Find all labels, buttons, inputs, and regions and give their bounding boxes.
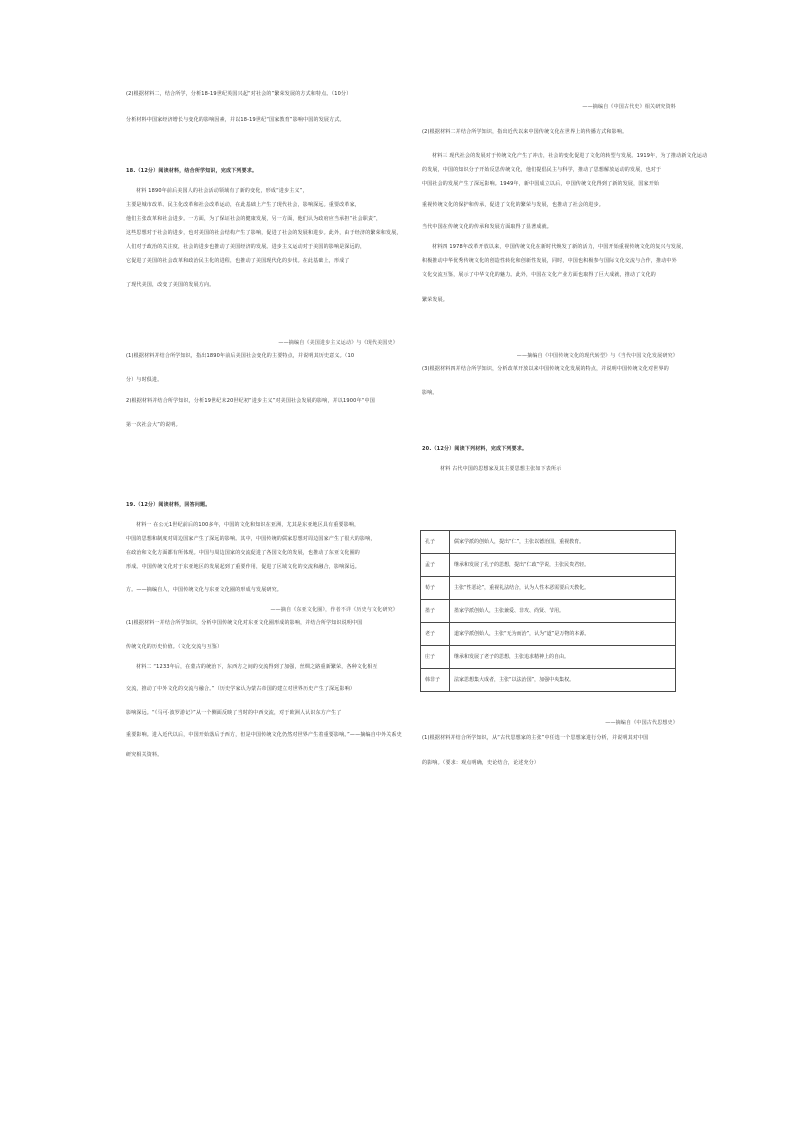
table-cell-idea: 墨家学派创始人，主张兼爱、非攻、尚贤、节用。 [450, 600, 676, 623]
q19-material2-line: 重要影响。进入近代以后，中国开始落后于西方，但是中国传统文化仍然对世界产生着重要影响。”——摘编自中外关系史 [126, 732, 402, 738]
right-material4-line: 繁荣发展。 [422, 297, 449, 303]
question-intro-line-1: (2)根据材料二，结合所学，分析18-19世纪英国兴起“对社会的”繁荣发展的方式和特点。（10分） [126, 91, 352, 97]
table-row [421, 531, 676, 554]
table-row [421, 554, 676, 577]
q19-material2-line: 影响深远。“《马可·波罗游记》”从一个侧面反映了当时的中西交流，对于欧洲人认识东方产生了 [126, 710, 342, 716]
q18-paragraph-line: 它促进了美国的社会改革和政治民主化的进程，也推动了美国现代化的步伐。在此基础上，形成了 [126, 258, 350, 264]
q19-paragraph-line: 在政治和文化方面都有所体现。中国与周边国家的交流促进了各国文化的发展，也推动了东亚文化圈的 [126, 550, 361, 556]
right-material3-line: 中国社会的发展产生了深远影响。1949年，新中国成立以后，中国传统文化得到了新的发展，国家开始 [422, 181, 660, 187]
q19-material2-line: 材料二 “1233年后，在蒙古的统治下，东西方之间的交流得到了加强，丝绸之路重新繁荣，各种文化相互 [136, 664, 378, 670]
question-intro-line-2: 分析材料中国家经济增长与变化的影响因素，并以18-19世纪“国家教育”影响中国的发展方式。 [126, 117, 345, 123]
right-sub3-line-2: 影响。 [422, 390, 438, 396]
right-material4-line: 文化交流互鉴，展示了中华文化的魅力。此外，中国在文化产业方面也取得了巨大成就，推动了文化的 [422, 272, 657, 278]
q19-material2-line: 研究相关资料。 [126, 752, 163, 758]
table-cell-idea: 主张“性恶论”，重视礼法结合，认为人性本恶需要后天教化。 [450, 577, 676, 600]
table-cell-idea: 继承和发展了老子的思想，主张追求精神上的自由。 [450, 646, 676, 669]
thinkers-table [420, 530, 676, 692]
q18-source: ——摘编自《美国进步主义运动》与《现代美国史》 [278, 340, 398, 346]
table-cell-idea: 法家思想集大成者，主张“以法治国”，加强中央集权。 [450, 669, 676, 692]
table-cell-thinker: 庄子 [421, 646, 450, 669]
right-sub2-header: (2)根据材料二并结合所学知识，指出近代以来中国传统文化在世界上的传播方式和影响。 [422, 129, 628, 135]
right-top-source: ——摘编自《中国古代史》相关研究资料 [582, 104, 676, 110]
right-material4-line: 积极推动中华优秀传统文化的创造性转化和创新性发展，同时，中国也积极参与国际文化交流与合作，推动中外 [422, 258, 677, 264]
q19-paragraph-line: 形成。中国传统文化对于东亚地区的发展起到了重要作用，促进了区域文化的交流和融合，影响深远。 [126, 564, 361, 570]
question-18-header: 18.（12分）阅读材料，结合所学知识，完成下列要求。 [126, 168, 258, 174]
question-20-header: 20.（12分）阅读下列材料，完成下列要求。 [422, 446, 528, 452]
q19-paragraph-line: 方。——摘编自人，中国传统文化与东亚文化圈的形成与发展研究。 [126, 587, 283, 593]
table-cell-thinker: 老子 [421, 623, 450, 646]
table-row [421, 646, 676, 669]
right-material3-line: 材料三 现代社会的发展对于传统文化产生了冲击，社会的变化促进了文化的转型与发展。1919年，为了推动新文化运动 [432, 153, 708, 159]
q18-paragraph-line: 材料 1890年前后美国人的社会活动领域有了新的变化，形成“进步主义”， [136, 188, 308, 194]
right-material4-line: 材料四 1978年改革开放以来，中国传统文化在新时代焕发了新的活力，中国开始重视传统文化的复兴与发展， [432, 244, 687, 250]
question-20-note: 材料 古代中国的思想家及其主要思想主张如下表所示 [440, 466, 562, 472]
q18-sub1-line-2: 分）与时俱进。 [126, 377, 163, 383]
q18-paragraph-line: 主要是城市改革、民主化改革和社会改革运动，在此基础上产生了现代社会，影响深远。重要改革家， [126, 202, 361, 208]
question-19-header: 19.（12分）阅读材料，回答问题。 [126, 502, 211, 508]
table-cell-idea: 道家学派创始人，主张“无为而治”，认为“道”是万物的本源。 [450, 623, 676, 646]
right-material4-source: ——摘编自《中国传统文化的现代转型》与《当代中国文化发展研究》 [516, 353, 678, 359]
table-row [421, 669, 676, 692]
table-cell-thinker: 荀子 [421, 577, 450, 600]
q19-source: ——摘自《东亚文化圈》，作者不详《历史与文化研究》 [270, 607, 398, 613]
table-row [421, 577, 676, 600]
right-material3-line: 的发展，中国的知识分子开始反思传统文化，他们提倡民主与科学，推动了思想解放运动的发展，也对于 [422, 167, 662, 173]
q19-paragraph-line: 材料一 在公元1世纪前后的100多年，中国的文化和知识在亚洲，尤其是东亚地区具有重要影响， [136, 522, 360, 528]
table-cell-idea: 儒家学派的创始人，提出“仁”，主张以德治国，重视教育。 [450, 531, 676, 554]
q18-sub2-line-2: 第一次社会大”的说明。 [126, 422, 181, 428]
right-sub3-line-1: (3)根据材料四并结合所学知识，分析改革开放以来中国传统文化发展的特点，并说明中国传统文化对世界的 [422, 366, 669, 372]
table-cell-thinker: 墨子 [421, 600, 450, 623]
table-cell-thinker: 孟子 [421, 554, 450, 577]
q19-sub1-line-2: 传统文化的历史价值。（文化交流与互鉴） [126, 644, 223, 650]
q19-sub1-line-1: (1)根据材料一并结合所学知识，分析中国传统文化对东亚文化圈形成的影响，并结合所学知识说明中国 [126, 620, 363, 626]
q18-paragraph-line: 这些思想对于社会的进步，也对美国的社会结构产生了影响，促进了社会的发展和进步。此外，由于经济的繁荣和发展， [126, 230, 402, 236]
question-20-ask-line-2: 的影响。（要求：观点明确，史论结合，论述充分） [422, 760, 540, 766]
q18-paragraph-line: 人们对于政治的关注度，社会的进步也推动了美国经济的发展。进步主义运动对于美国的影响是深远的， [126, 244, 366, 250]
table-row [421, 600, 676, 623]
right-material3-line: 当代中国在传统文化的传承和发展方面取得了显著成就。 [422, 224, 553, 230]
q18-sub2-line-1: 2)根据材料并结合所学知识，分析19世纪末20世纪初“进步主义”对美国社会发展的影响，并以1900年“中国 [126, 398, 375, 404]
q19-material2-line: 交流，推动了中外文化的交流与融合。”（历史学家认为蒙古帝国的建立对世界历史产生了深远影响） [126, 686, 356, 692]
table-cell-thinker: 孔子 [421, 531, 450, 554]
table-source: ——摘编自《中国古代思想史》 [605, 720, 678, 726]
table-row [421, 623, 676, 646]
q18-paragraph-line: 了现代美国，改变了美国的发展方向。 [126, 282, 215, 288]
right-material3-line: 重视传统文化的保护和传承，促进了文化的繁荣与发展，也推动了社会的进步。 [422, 202, 605, 208]
question-20-ask-line-1: (1)根据材料并结合所学知识，从“古代思想家的主张”中任选一个思想家进行分析，并说明其对中国 [422, 735, 649, 741]
table-cell-idea: 继承和发展了孔子的思想，提出“仁政”学说，主张民贵君轻。 [450, 554, 676, 577]
q19-paragraph-line: 中国的思想和制度对周边国家产生了深远的影响。其中，中国传统的儒家思想对周边国家产生了很大的影响， [126, 536, 376, 542]
q18-paragraph-line: 他们主张改革和社会进步。一方面，为了保证社会的健康发展，另一方面，他们认为政府应当承担“社会职责”， [126, 216, 382, 222]
q18-sub1-line-1: (1)根据材料并结合所学知识，指出1890年前后美国社会变化的主要特点，并说明其历史意义。（10 [126, 353, 355, 359]
table-cell-thinker: 韩非子 [421, 669, 450, 692]
